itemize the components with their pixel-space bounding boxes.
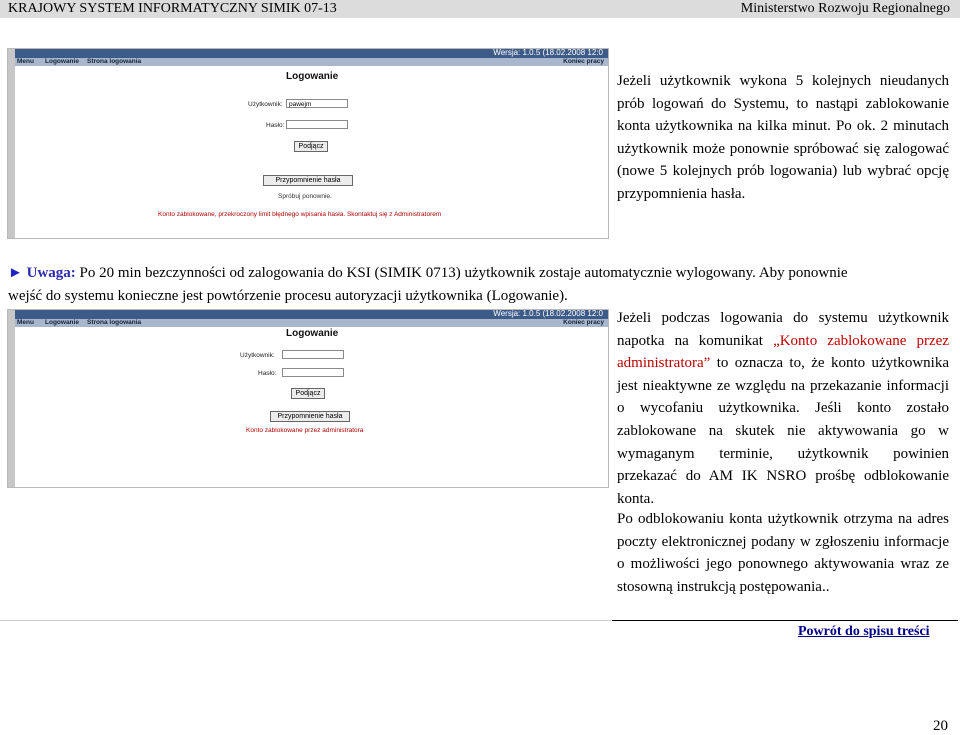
password-label: Hasło: [266, 122, 285, 129]
login-button[interactable]: Podjącz [291, 388, 325, 399]
note-line-2: wejść do systemu konieczne jest powtórzenie procesu autoryzacji użytkownika (Logowanie). [8, 287, 568, 304]
note-label: Uwaga: [26, 265, 76, 281]
note-line-1: Po 20 min bezczynności od zalogowania do KSI (SIMIK 0713) użytkownik zostaje automatycznie wylogowany. Aby ponownie [79, 265, 848, 281]
back-to-toc-link[interactable]: Powrót do spisu treści [798, 624, 930, 639]
user-input[interactable] [282, 350, 344, 359]
user-input[interactable]: pawejm [286, 99, 348, 108]
paragraph-blocked-rest: to oznacza to, że konto użytkownika jest nieaktywne ze względu na przekazanie informacji o wycofaniu użytkownika. Jeśli konto zostało zablokowane na skutek nie aktywowania go w wymaganym terminie, użytkownik powinien przekazać do AM IK NSRO prośbę odblokowanie konta. [617, 355, 949, 507]
menu-item-menu[interactable]: Menu [17, 58, 34, 65]
retry-text: Spróbuj ponownie. [278, 193, 332, 200]
password-input[interactable] [282, 368, 344, 377]
arrow-right-icon: ► [8, 265, 23, 281]
paragraph-after-unblock: Po odblokowaniu konta użytkownik otrzyma na adres poczty elektronicznej podany w zgłoszeniu informacje o możliwości jego ponownego aktywowania wraz ze stosowną instrukcją postępowania.. [617, 511, 949, 595]
password-label: Hasło: [258, 370, 277, 377]
user-label: Użytkownik: [240, 352, 275, 359]
menu-item-logowanie[interactable]: Logowanie [45, 319, 79, 326]
login-title: Logowanie [286, 328, 339, 339]
login-button[interactable]: Podjącz [294, 141, 328, 152]
login-title: Logowanie [286, 71, 339, 82]
paragraph-blocked-intro: Jeżeli podczas logowania do systemu użytkownik napotka na komunikat [617, 310, 949, 349]
remind-password-button[interactable]: Przypomnienie hasła [263, 175, 353, 186]
menu-item-menu[interactable]: Menu [17, 319, 34, 326]
app-menu-bar [15, 319, 608, 327]
user-label: Użytkownik: [248, 101, 283, 108]
header-ministry: Ministerstwo Rozwoju Regionalnego [740, 1, 950, 16]
note-auto-logout [8, 262, 950, 307]
logout-link[interactable]: Koniec pracy [563, 319, 604, 326]
divider [612, 620, 958, 621]
version-label: Wersja: 1.0.5 (18.02.2008 12:0 [493, 309, 603, 318]
page-header [0, 0, 960, 18]
paragraph-blocked-by-admin [617, 307, 949, 510]
login-screenshot-blocked-limit [7, 48, 609, 239]
paragraph-failed-logins: Jeżeli użytkownik wykona 5 kolejnych nieudanych prób logowań do Systemu, to nastąpi zablokowanie konta użytkownika na kilka minut. Po ok. 2 minutach użytkownik może ponownie spróbować się zalogować (nowe 5 kolejnych prób logowania) lub wybrać opcję przypomnienia hasła. [617, 73, 949, 202]
divider-left [0, 620, 612, 621]
blocked-message-quote: „Konto zablokowane przez administratora” [617, 332, 949, 372]
error-message: Konto zablokowane przez administratora [246, 427, 364, 434]
remind-password-button[interactable]: Przypomnienie hasła [270, 411, 350, 422]
logout-link[interactable]: Koniec pracy [563, 58, 604, 65]
login-screenshot-blocked-admin [7, 309, 609, 488]
version-label: Wersja: 1.0.5 (18.02.2008 12:0 [493, 48, 603, 57]
error-message: Konto zablokowane, przekroczony limit błędnego wpisania hasła. Skontaktuj się z Administratorem [158, 211, 442, 218]
app-top-bar [15, 310, 608, 319]
menu-item-logowanie[interactable]: Logowanie [45, 58, 79, 65]
header-system-name: KRAJOWY SYSTEM INFORMATYCZNY SIMIK 07-13 [8, 1, 337, 16]
menu-item-strona-logowania[interactable]: Strona logowania [87, 58, 142, 65]
password-input[interactable] [286, 120, 348, 129]
app-menu-bar [15, 58, 608, 66]
app-top-bar [15, 49, 608, 58]
page-number: 20 [933, 718, 948, 734]
menu-item-strona-logowania[interactable]: Strona logowania [87, 319, 142, 326]
